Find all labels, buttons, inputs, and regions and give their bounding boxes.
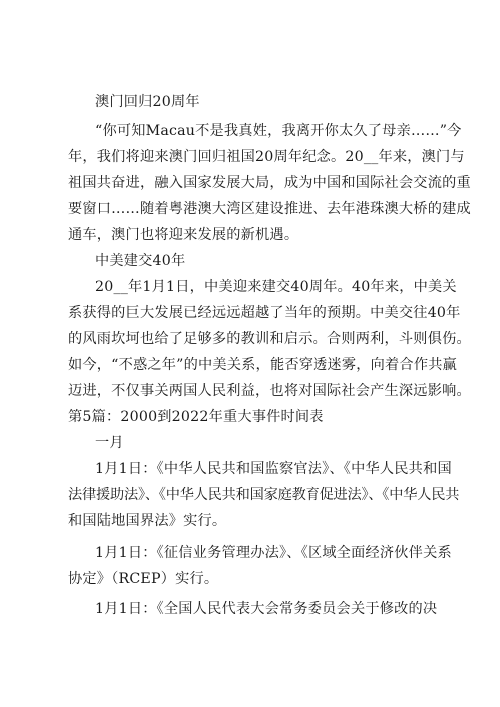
paragraph-line: 年，我们将迎来澳门回归祖国20周年纪念。20__年来，澳门与: [68, 149, 465, 165]
timeline-entry-line: 1月1日：《中华人民共和国监察官法》、《中华人民共和国: [95, 461, 452, 477]
timeline-entry-line: 1月1日：《全国人民代表大会常务委员会关于修改的决: [95, 601, 438, 617]
timeline-entry-line: 1月1日：《征信业务管理办法》、《区域全面经济伙伴关系: [95, 545, 452, 561]
timeline-entry-line: 协定》（RCEP）实行。: [68, 571, 219, 587]
timeline-entry-line: 和国陆地国界法》实行。: [68, 513, 227, 529]
paragraph-line: 的风雨坎坷也给了足够多的教训和启示。合则两利，斗则俱伤。: [68, 331, 471, 347]
paragraph-line: “你可知Macau不是我真姓，我离开你太久了母亲……”今: [95, 123, 462, 139]
timeline-entry-line: 法律援助法》、《中华人民共和国家庭教育促进法》、《中华人民共: [68, 487, 460, 503]
chapter-title: 第5篇：2000到2022年重大事件时间表: [68, 409, 324, 425]
paragraph-line: 要窗口……随着粤港澳大湾区建设推进、去年港珠澳大桥的建成: [68, 201, 471, 217]
paragraph-line: 系获得的巨大发展已经远远超越了当年的预期。中美交往40年: [68, 305, 461, 321]
paragraph-line: 通车，澳门也将迎来发展的新机遇。: [68, 227, 299, 243]
paragraph-line: 祖国共奋进，融入国家发展大局，成为中国和国际社会交流的重: [68, 175, 471, 191]
month-heading: 一月: [95, 435, 124, 451]
paragraph-line: 20__年1月1日，中美迎来建交40周年。40年来，中美关: [95, 279, 457, 295]
paragraph-line: 迈进，不仅事关两国人民利益，也将对国际社会产生深远影响。: [68, 383, 471, 399]
paragraph-line: 如今，“不惑之年”的中美关系，能否穿透迷雾，向着合作共赢: [68, 357, 457, 373]
heading-macau: 澳门回归20周年: [95, 94, 200, 110]
heading-china-us: 中美建交40年: [95, 253, 186, 269]
